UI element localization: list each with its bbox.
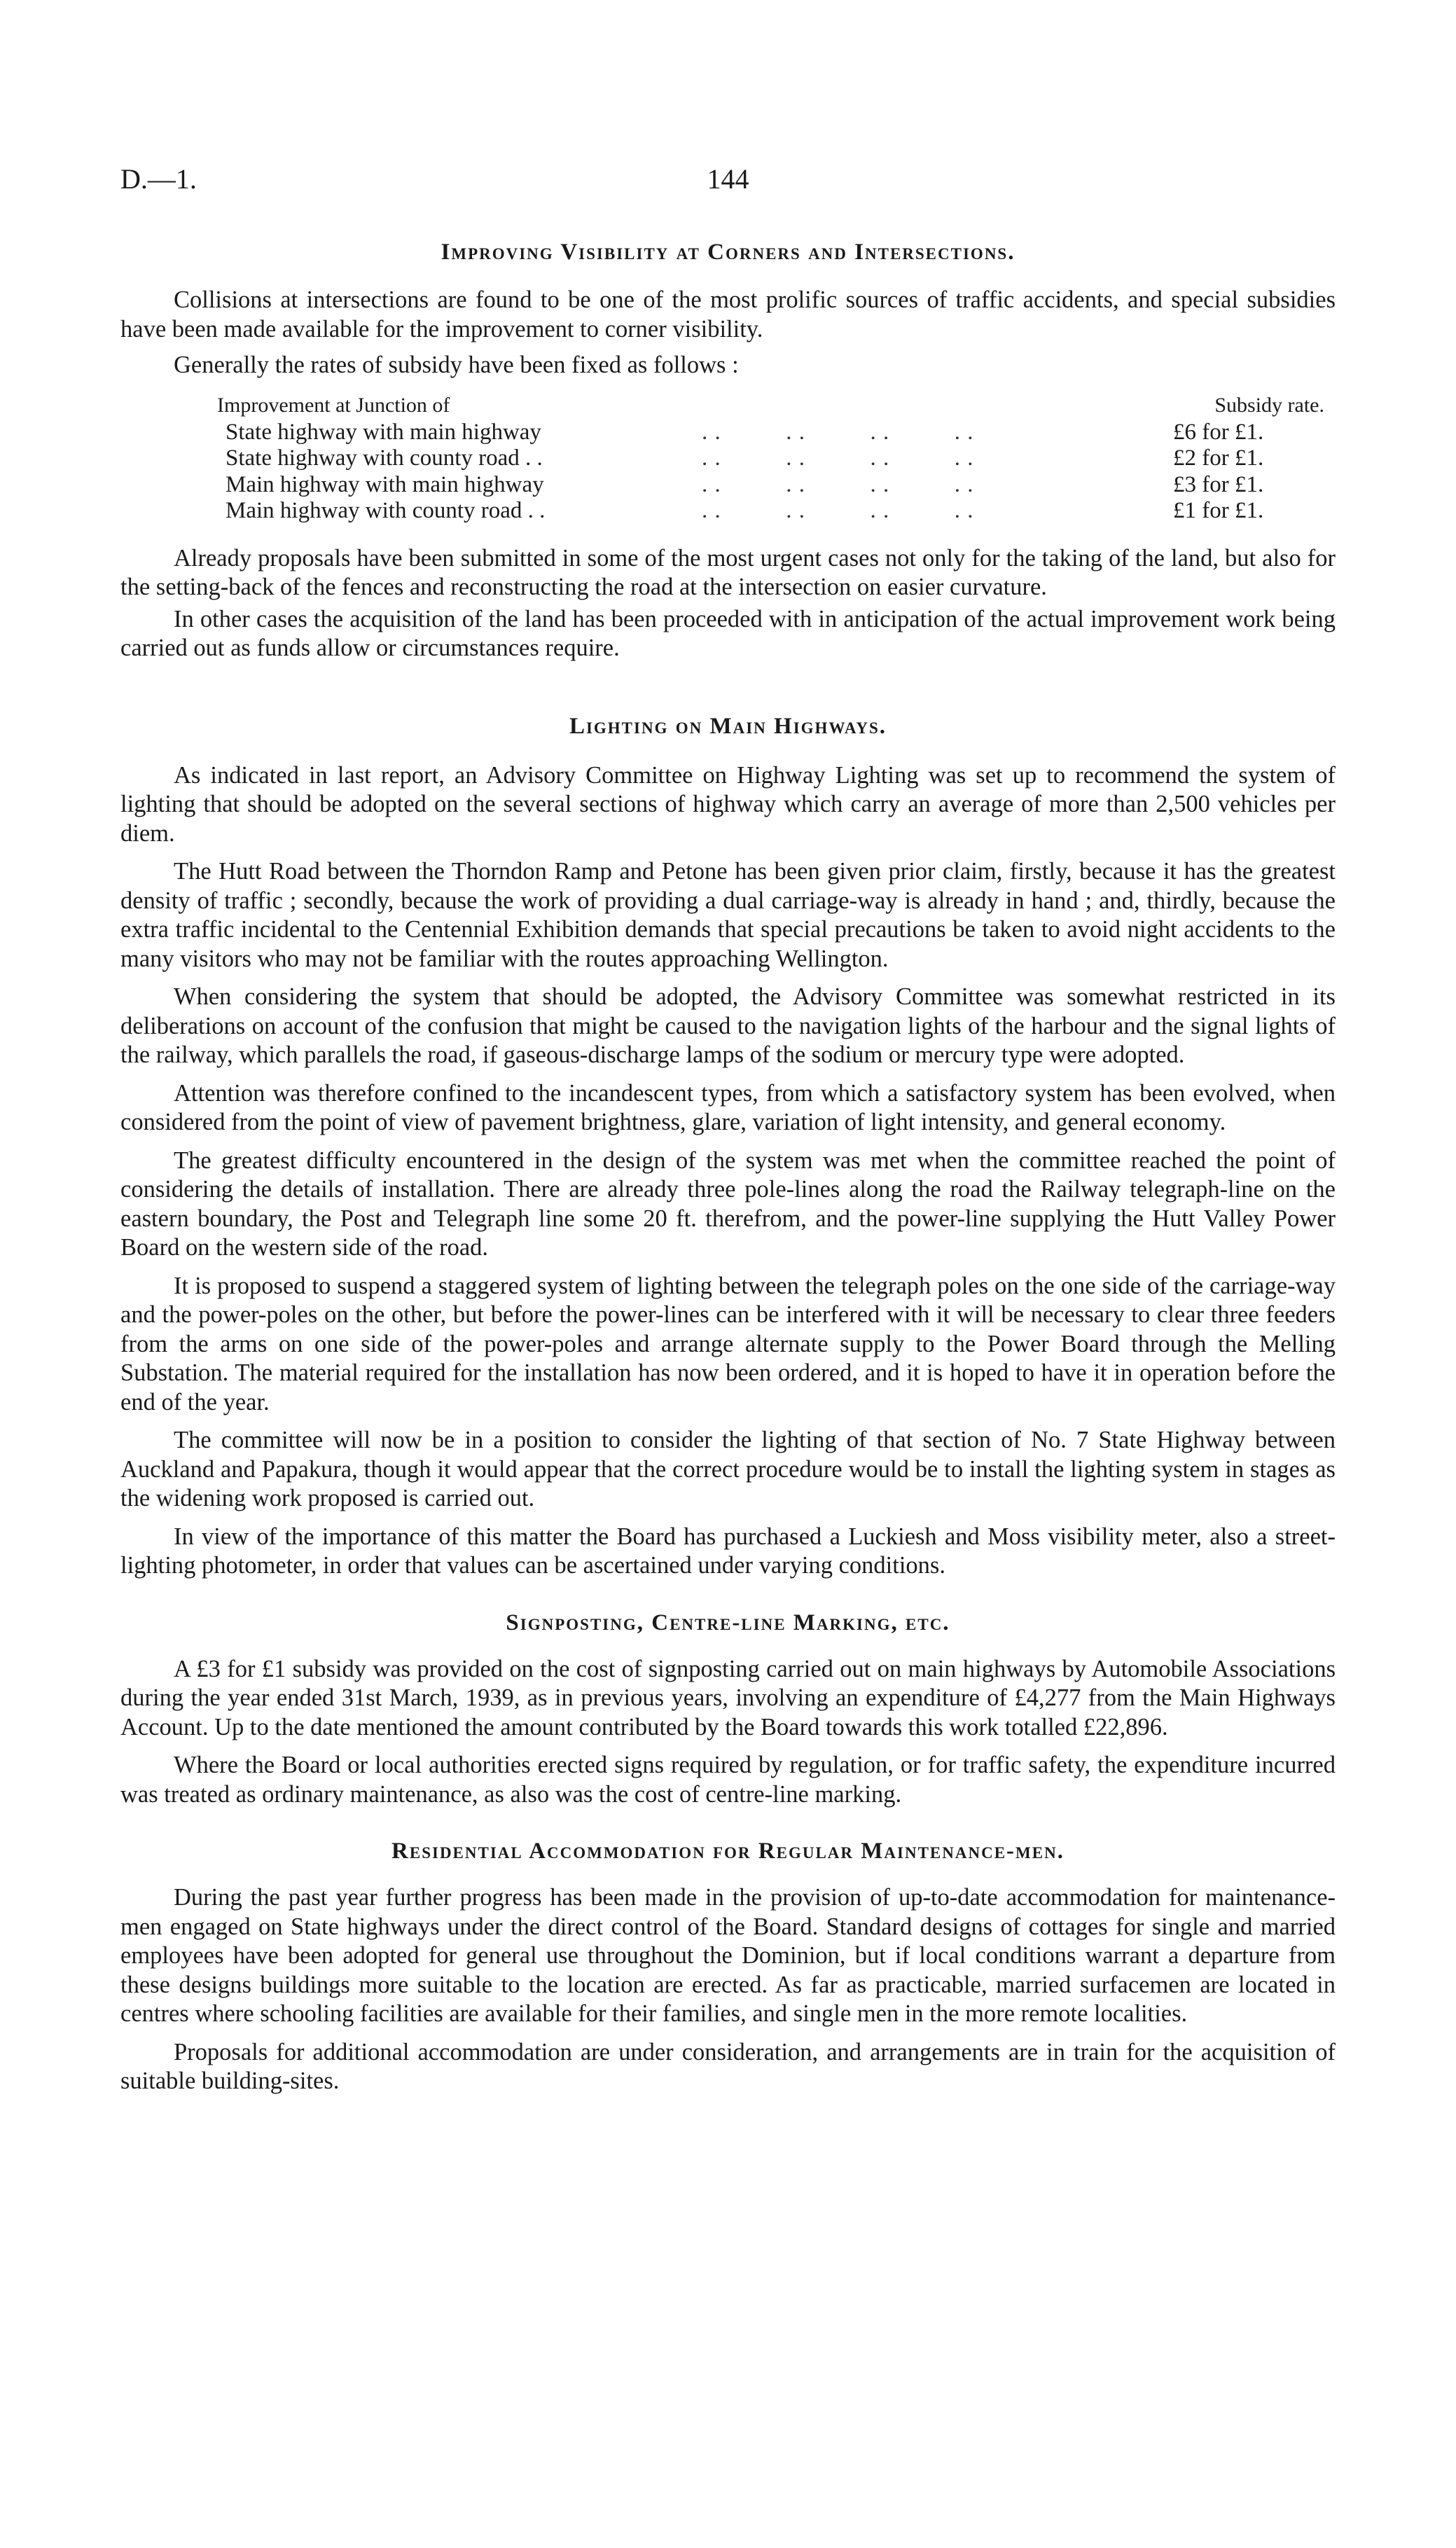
table-header-row: [120, 392, 1327, 420]
subsidy-rate-table: [120, 392, 1327, 525]
column-header-rate: Subsidy rate.: [1214, 393, 1324, 417]
table-row: [120, 420, 1327, 446]
section-heading: Lighting on Main Highways.: [569, 713, 887, 739]
rate-cell: £6 for £1.: [1173, 419, 1264, 445]
rate-cell: £1 for £1.: [1173, 498, 1264, 523]
leader-dots: [702, 445, 1160, 472]
leader-dots: [702, 420, 1160, 446]
paragraph: The committee will now be in a position to consider the lighting of that section of No. 7 State Highway between Auckland and Papakura, though it would appear that the correct procedure would be to install the lighting system in stages as the widening work proposed is carried out.: [120, 1427, 1336, 1511]
column-header-improvement: Improvement at Junction of: [217, 393, 450, 417]
rate-cell: £2 for £1.: [1173, 445, 1264, 471]
paragraph: In view of the importance of this matter the Board has purchased a Luckiesh and Moss visibility meter, also a street-lighting photometer, in order that values can be ascertained under varying conditions.: [120, 1523, 1336, 1579]
table-row: [120, 472, 1327, 499]
table-row: [120, 498, 1327, 525]
junction-cell: State highway with county road . .: [226, 445, 543, 471]
paragraph: During the past year further progress has been made in the provision of up-to-date accommodation for maintenance-men engaged on State highways under the direct control of the Board. Standard designs of cottages for single and married employees have been adopted for general use throughout the Dominion, but if local conditions warrant a departure from these designs buildings more suitable to the location are erected. As far as practicable, married surfacemen are located in centres where schooling facilities are available for their families, and single men in the more remote localities.: [120, 1884, 1336, 2027]
leader-dots-text: . . . . . . . .: [702, 498, 974, 523]
paragraph: The Hutt Road between the Thorndon Ramp and Petone has been given prior claim, firstly, because it has the greatest density of traffic ; secondly, because the work of providing a dual carriage-way is already in hand ; and, thirdly, because the extra traffic incidental to the Centennial Exhibition demands that special precautions be taken to avoid night accidents to the many visitors who may not be familiar with the routes approaching Wellington.: [120, 858, 1336, 972]
paragraph: The greatest difficulty encountered in the design of the system was met when the committee reached the point of considering the details of installation. There are already three pole-lines along the road the Railway telegraph-line on the eastern boundary, the Post and Telegraph line some 20 ft. therefrom, and the power-line supplying the Hutt Valley Power Board on the western side of the road.: [120, 1147, 1336, 1261]
junction-cell: State highway with main highway: [226, 419, 541, 445]
leader-dots: [702, 472, 1160, 499]
paragraph: Collisions at intersections are found to be one of the most prolific sources of traffic accidents, and special subsidies have been made available for the improvement to corner visibility.: [120, 286, 1336, 342]
table-row: [120, 445, 1327, 472]
paragraph: Already proposals have been submitted in some of the most urgent cases not only for the taking of the land, but also for the setting-back of the fences and reconstructing the road at the intersection on easier curvature.: [120, 544, 1336, 600]
paragraph: When considering the system that should be adopted, the Advisory Committee was somewhat restricted in its deliberations on account of the confusion that might be caused to the navigation lights of the harbour and the signal lights of the railway, which parallels the road, if gaseous-discharge lamps of the sodium or mercury type were adopted.: [120, 983, 1336, 1068]
junction-cell: Main highway with main highway: [226, 471, 544, 497]
paragraph: Proposals for additional accommodation are under consideration, and arrangements are in train for the acquisition of suitable building-sites.: [120, 2038, 1336, 2094]
section-heading: Improving Visibility at Corners and Intersections.: [441, 240, 1015, 265]
section-heading: Signposting, Centre-line Marking, etc.: [506, 1609, 950, 1635]
leader-dots-text: . . . . . . . .: [702, 471, 974, 497]
paragraph: It is proposed to suspend a staggered system of lighting between the telegraph poles on the one side of the carriage-way and the power-poles on the other, but before the power-lines can be interfered with it will be necessary to clear three feeders from the arms on one side of the power-poles and arrange alternate supply to the Power Board through the Melling Substation. The material required for the installation has now been ordered, and it is hoped to have it in operation before the end of the year.: [120, 1272, 1336, 1415]
document-id: D.—1.: [120, 163, 197, 195]
paragraph: Where the Board or local authorities erected signs required by regulation, or for traffic safety, the expenditure incurred was treated as ordinary maintenance, as also was the cost of centre-line marking.: [120, 1752, 1336, 1808]
leader-dots-text: . . . . . . . .: [702, 445, 974, 471]
leader-dots-text: . . . . . . . .: [702, 419, 974, 445]
page-number: 144: [707, 163, 749, 195]
page-content: [120, 238, 1336, 2105]
page-header: [0, 162, 1456, 205]
junction-cell: Main highway with county road . .: [226, 498, 546, 523]
paragraph: Attention was therefore confined to the incandescent types, from which a satisfactory system has been evolved, when considered from the point of view of pavement brightness, glare, variation of light intensity, and general economy.: [120, 1079, 1336, 1135]
paragraph: A £3 for £1 subsidy was provided on the cost of signposting carried out on main highways by Automobile Associations during the year ended 31st March, 1939, as in previous years, involving an expenditure of £4,277 from the Main Highways Account. Up to the date mentioned the amount contributed by the Board towards this work totalled £22,896.: [120, 1655, 1336, 1740]
section-heading: Residential Accommodation for Regular Maintenance-men.: [391, 1839, 1065, 1864]
paragraph: Generally the rates of subsidy have been fixed as follows :: [174, 352, 739, 378]
leader-dots: [702, 498, 1160, 525]
paragraph: In other cases the acquisition of the land has been proceeded with in anticipation of the actual improvement work being carried out as funds allow or circumstances require.: [120, 605, 1336, 661]
rate-cell: £3 for £1.: [1173, 471, 1264, 497]
paragraph: As indicated in last report, an Advisory Committee on Highway Lighting was set up to recommend the system of lighting that should be adopted on the several sections of highway which carry an average of more than 2,500 vehicles per diem.: [120, 761, 1336, 847]
